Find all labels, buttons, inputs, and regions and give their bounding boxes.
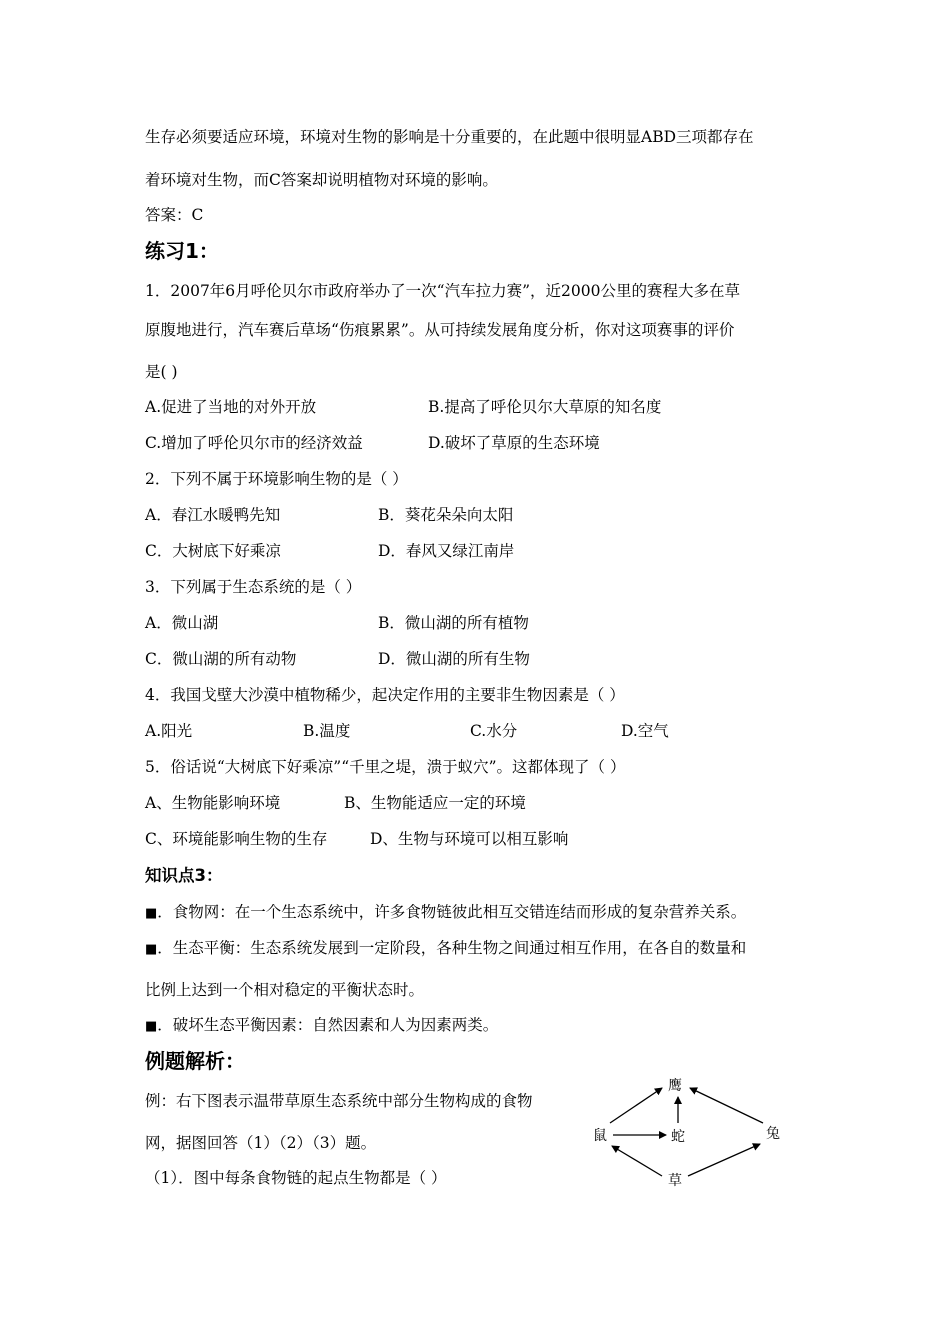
q4-option-c: C.水分 [470, 722, 518, 740]
knowledge-point-3-text: ．破坏生态平衡因素：自然因素和人为因素两类。 [157, 1016, 499, 1034]
intro-answer: 答案：C [145, 206, 204, 224]
q1-line-3: 是( ) [145, 363, 178, 381]
knowledge-point-2 [145, 938, 746, 960]
q3-option-b: B．微山湖的所有植物 [378, 614, 529, 632]
q1-option-c: C.增加了呼伦贝尔市的经济效益 [145, 434, 363, 452]
bullet-square-icon: ■ [145, 1019, 158, 1034]
q5-option-a: A、生物能影响环境 [145, 794, 281, 812]
arrow-grass-to-mouse [612, 1146, 662, 1176]
q5-stem: 5．俗话说“大树底下好乘凉”“千里之堤，溃于蚁穴”。这都体现了（ ） [145, 758, 626, 776]
q5-option-b: B、生物能适应一定的环境 [344, 794, 526, 812]
intro-line-2: 着环境对生物，而C答案却说明植物对环境的影响。 [145, 171, 498, 189]
knowledge-point-1 [145, 902, 746, 924]
practice-heading: 练习1： [145, 239, 219, 263]
knowledge-point-2-cont: 比例上达到一个相对稳定的平衡状态时。 [145, 981, 425, 999]
q4-option-b: B.温度 [303, 722, 351, 740]
q1-option-b: B.提高了呼伦贝尔大草原的知名度 [428, 398, 662, 416]
q4-option-d: D.空气 [621, 722, 669, 740]
arrow-rabbit-to-eagle [690, 1088, 763, 1123]
knowledge-point-1-text: ．食物网：在一个生态系统中，许多食物链彼此相互交错连结而形成的复杂营养关系。 [157, 903, 747, 921]
example-heading: 例题解析： [145, 1049, 245, 1073]
bullet-square-icon: ■ [145, 906, 158, 921]
node-rabbit: 兔 [766, 1126, 780, 1142]
q3-option-c: C．微山湖的所有动物 [145, 650, 297, 668]
example-question-1: （1）．图中每条食物链的起点生物都是（ ） [145, 1169, 447, 1187]
node-snake: 蛇 [671, 1129, 685, 1145]
q1-option-a: A.促进了当地的对外开放 [145, 398, 317, 416]
bullet-square-icon: ■ [145, 942, 158, 957]
q3-option-a: A．微山湖 [145, 614, 219, 632]
q3-stem: 3．下列属于生态系统的是（ ） [145, 578, 362, 596]
q1-option-d: D.破坏了草原的生态环境 [428, 434, 600, 452]
q1-line-1: 1．2007年6月呼伦贝尔市政府举办了一次“汽车拉力赛”，近2000公里的赛程大多在草 [145, 282, 740, 300]
q5-option-c: C、环境能影响生物的生存 [145, 830, 328, 848]
q2-option-a: A．春江水暖鸭先知 [145, 506, 281, 524]
arrow-grass-to-rabbit [688, 1144, 760, 1176]
q2-option-d: D．春风又绿江南岸 [378, 542, 515, 560]
q2-option-b: B．葵花朵朵向太阳 [378, 506, 514, 524]
q2-option-c: C．大树底下好乘凉 [145, 542, 281, 560]
intro-line-1: 生存必须要适应环境，环境对生物的影响是十分重要的，在此题中很明显ABD三项都存在 [145, 128, 754, 146]
example-line-2: 网，据图回答（1）（2）（3）题。 [145, 1134, 377, 1152]
q5-option-d: D、生物与环境可以相互影响 [370, 830, 569, 848]
knowledge-point-2-text: ．生态平衡：生态系统发展到一定阶段，各种生物之间通过相互作用，在各自的数量和 [157, 939, 747, 957]
knowledge-heading: 知识点3： [145, 866, 223, 885]
node-grass: 草 [668, 1173, 682, 1189]
q1-line-2: 原腹地进行，汽车赛后草场“伤痕累累”。从可持续发展角度分析，你对这项赛事的评价 [145, 321, 735, 339]
arrow-mouse-to-eagle [610, 1088, 662, 1123]
knowledge-point-3 [145, 1015, 498, 1037]
q4-option-a: A.阳光 [145, 722, 193, 740]
food-web-diagram [580, 1068, 800, 1198]
q2-stem: 2．下列不属于环境影响生物的是（ ） [145, 470, 408, 488]
q3-option-d: D．微山湖的所有生物 [378, 650, 530, 668]
node-eagle: 鹰 [668, 1078, 682, 1094]
q4-stem: 4．我国戈壁大沙漠中植物稀少，起决定作用的主要非生物因素是（ ） [145, 686, 625, 704]
node-mouse: 鼠 [593, 1128, 607, 1144]
example-line-1: 例：右下图表示温带草原生态系统中部分生物构成的食物 [145, 1092, 533, 1110]
